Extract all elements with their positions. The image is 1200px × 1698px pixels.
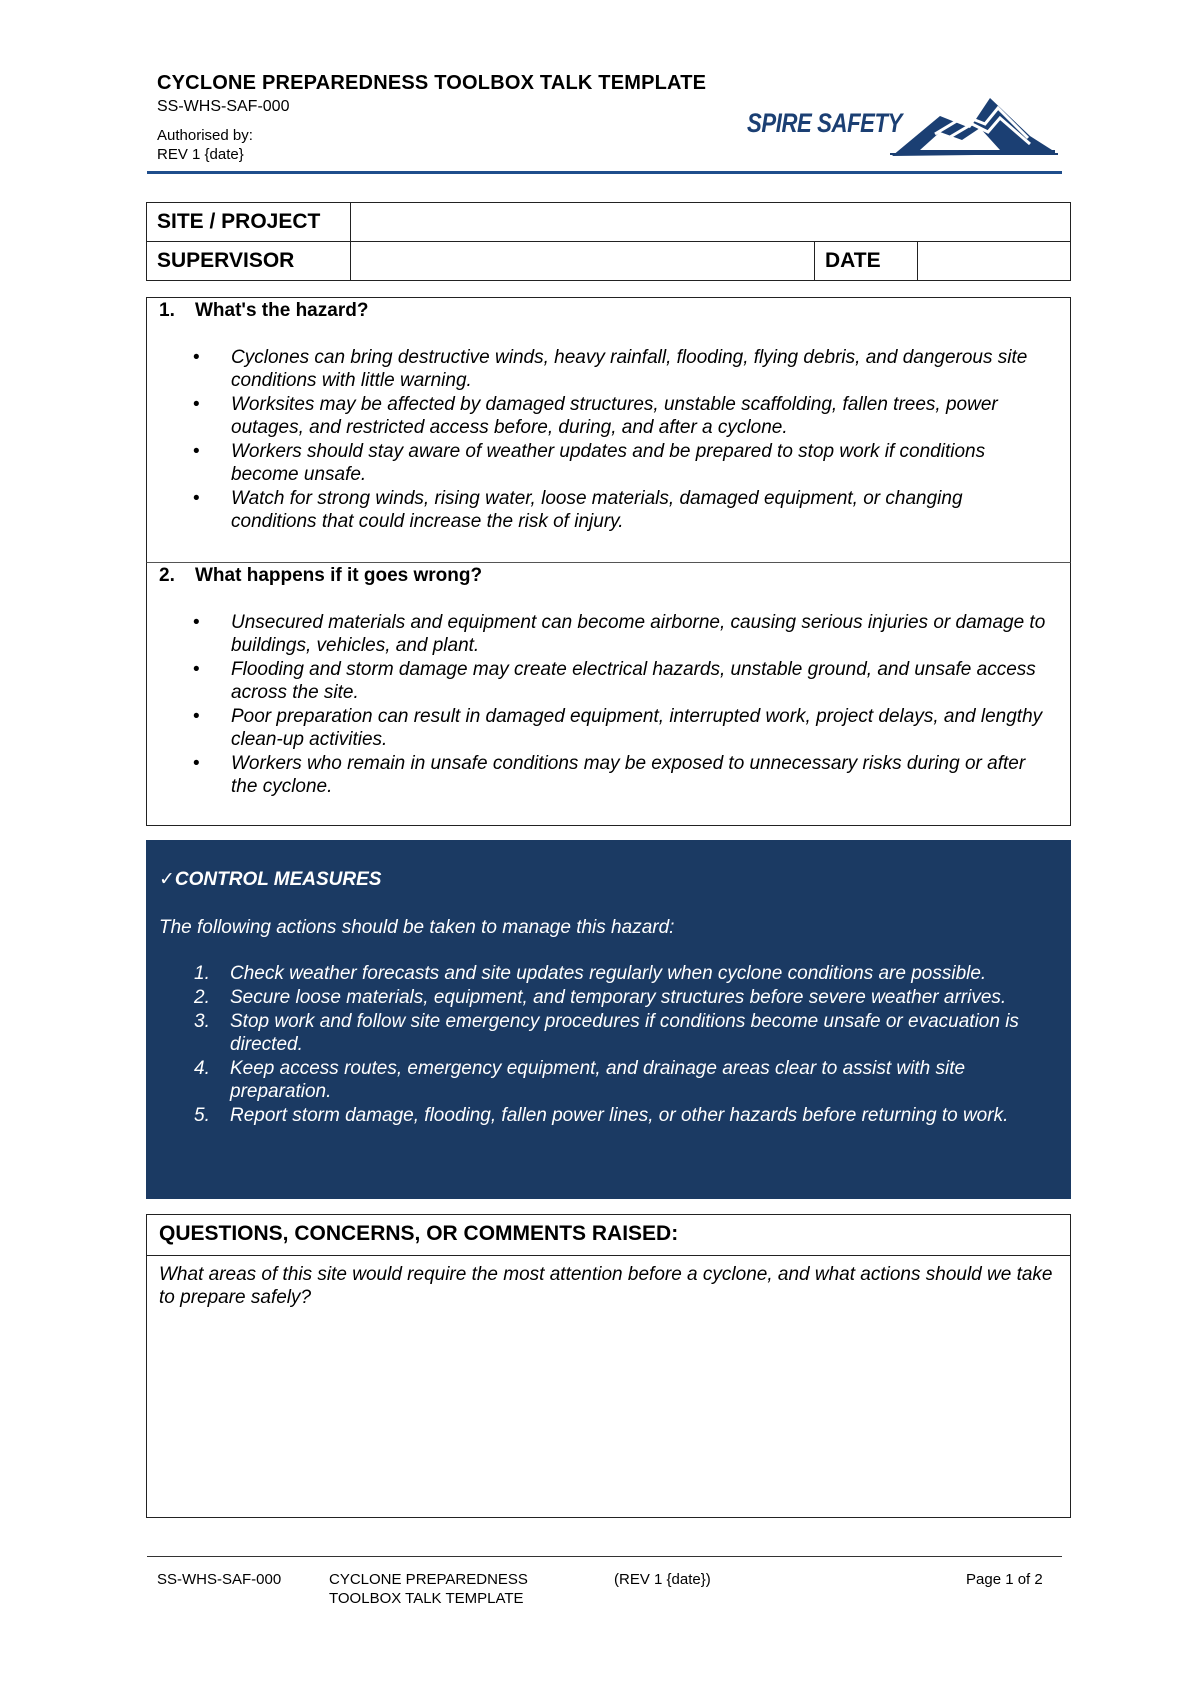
questions-section (146, 1214, 1071, 1518)
list-item: • Workers who remain in unsafe conditions may be exposed to unnecessary risks during or after the cyclone. (147, 752, 1047, 798)
hazard-list (147, 346, 1047, 534)
consequence-section (146, 562, 1071, 826)
company-logo-text: SPIRE SAFETY (747, 108, 903, 138)
list-item: • Cyclones can bring destructive winds, heavy rainfall, flooding, flying debris, and dangerous site conditions with little warning. (147, 346, 1047, 392)
list-item: • Worksites may be affected by damaged structures, unstable scaffolding, fallen trees, power outages, and restricted access before, during, and after a cyclone. (147, 393, 1047, 439)
supervisor-field[interactable] (351, 242, 815, 281)
questions-header (147, 1215, 1070, 1256)
supervisor-label: SUPERVISOR (147, 242, 351, 281)
list-item: • Workers should stay aware of weather updates and be prepared to stop work if conditions become unsafe. (147, 440, 1047, 486)
date-field[interactable] (918, 242, 1071, 281)
footer-page-number: Page 1 of 2 (966, 1571, 1043, 1588)
list-item: • Flooding and storm damage may create electrical hazards, unstable ground, and unsafe access across the site. (147, 658, 1047, 704)
site-info-table (146, 202, 1071, 281)
authorised-by-label: Authorised by: (157, 127, 253, 144)
hazard-section (146, 297, 1071, 563)
list-item: 4. Keep access routes, emergency equipment, and drainage areas clear to assist with site preparation. (194, 1058, 966, 1102)
list-item: • Poor preparation can result in damaged equipment, interrupted work, project delays, and lengthy clean-up activities. (147, 705, 1047, 751)
list-item: 2. Secure loose materials, equipment, and temporary structures before severe weather arrives. (194, 987, 1007, 1008)
footer-code: SS-WHS-SAF-000 (157, 1571, 282, 1588)
site-project-field[interactable] (351, 203, 1071, 242)
list-item: 1. Check weather forecasts and site updates regularly when cyclone conditions are possible. (194, 963, 987, 984)
site-project-label: SITE / PROJECT (147, 203, 351, 242)
footer-revision: (REV 1 {date}) (614, 1571, 711, 1588)
header-divider (147, 171, 1062, 174)
control-measures-intro: The following actions should be taken to manage this hazard: (159, 917, 675, 938)
consequence-list (147, 611, 1047, 799)
list-item: • Watch for strong winds, rising water, loose materials, damaged equipment, or changing conditions that could increase the risk of injury. (147, 487, 1047, 533)
control-measures-heading: ✓CONTROL MEASURES (159, 869, 382, 890)
revision-label: REV 1 {date} (157, 146, 244, 163)
list-item: • Unsecured materials and equipment can become airborne, causing serious injuries or damage to buildings, vehicles, and plant. (147, 611, 1047, 657)
list-item: 3. Stop work and follow site emergency procedures if conditions become unsafe or evacuation is directed. (194, 1011, 1019, 1055)
control-measures-panel (146, 840, 1071, 1199)
list-item: 5. Report storm damage, flooding, fallen power lines, or other hazards before returning to work. (194, 1105, 1009, 1126)
mountain-logo-icon (880, 88, 1060, 163)
footer-title: CYCLONE PREPAREDNESS TOOLBOX TALK TEMPLATE (329, 1571, 528, 1607)
footer-divider (147, 1556, 1062, 1557)
questions-heading: QUESTIONS, CONCERNS, OR COMMENTS RAISED: (159, 1222, 679, 1245)
section-heading: 2. What happens if it goes wrong? (159, 565, 483, 586)
document-code: SS-WHS-SAF-000 (157, 98, 290, 115)
questions-comment-area[interactable]: What areas of this site would require the most attention before a cyclone, and what actions should we take to prepare safely? (159, 1264, 1053, 1308)
control-measures-list (146, 962, 1061, 1128)
document-title: CYCLONE PREPAREDNESS TOOLBOX TALK TEMPLATE (157, 72, 707, 94)
date-label: DATE (815, 242, 918, 281)
section-heading: 1. What's the hazard? (159, 300, 369, 321)
